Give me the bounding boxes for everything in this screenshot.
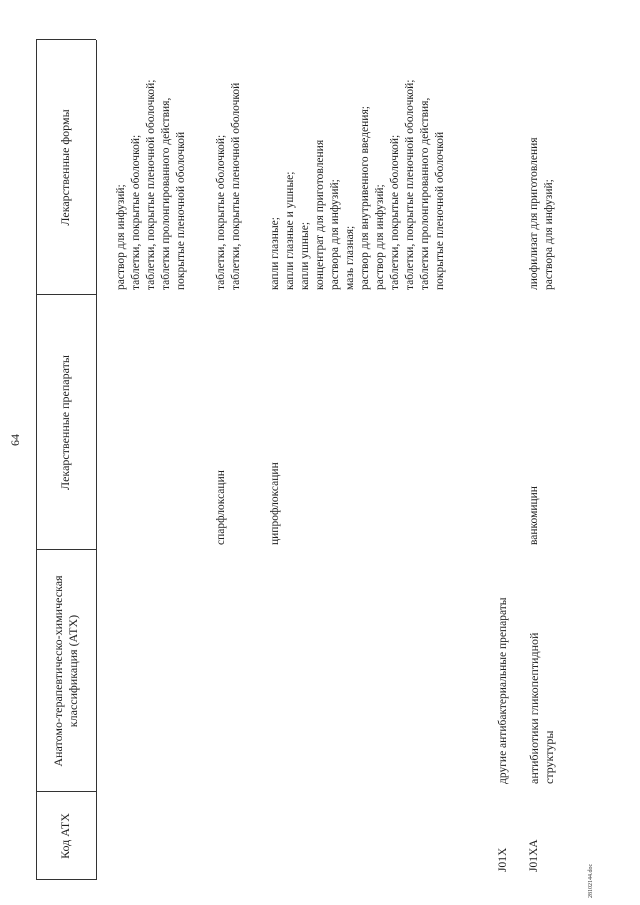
page-number: 64	[8, 434, 22, 446]
header-drugs: Лекарственные препараты	[58, 355, 72, 490]
table-row-forms-5: лиофилизат для приготовления раствора для инфузий;	[528, 137, 555, 290]
drug-vancomycin: ванкомицин	[528, 486, 540, 545]
header-forms: Лекарственные формы	[58, 109, 72, 226]
table-row-forms-1: раствор для инфузий; таблетки, покрытые оболочкой; таблетки, покрытые пленочной оболочкой; таблетки пролонгированного действия, покрытые пленочной оболочкой	[115, 79, 187, 290]
atc-other-antibacterial: другие антибактериальные препараты	[497, 597, 509, 784]
code-j01xa: J01XA	[528, 839, 540, 872]
drug-ciprofloxacin: ципрофлоксацин	[269, 462, 281, 545]
footer-filename: 28102144.doc	[588, 863, 594, 898]
code-j01x: J01X	[497, 847, 509, 872]
page-annotations	[8, 0, 600, 898]
atc-glycopeptide: антибиотики гликопептидной структуры	[527, 632, 556, 784]
table-row-forms-3: капли глазные; капли глазные и ушные; капли ушные; концентрат для приготовления раствора для инфузий; мазь глазная; раствор для внутривенного введения; раствор для инфузий; таблетки, покрытые оболочкой; таблетки, покрытые пленочной оболочкой; таблетки пролонгированного действия, покрытые пленочной оболочкой	[269, 79, 446, 290]
header-code: Код АТХ	[58, 813, 72, 859]
header-atc: Анатомо-терапевтическо-химическая классификация (АТХ)	[51, 575, 80, 767]
drug-sparfloxacin: спарфлоксацин	[215, 470, 227, 545]
table-row-forms-2: таблетки, покрытые оболочкой; таблетки, покрытые пленочной оболочкой	[215, 82, 242, 290]
